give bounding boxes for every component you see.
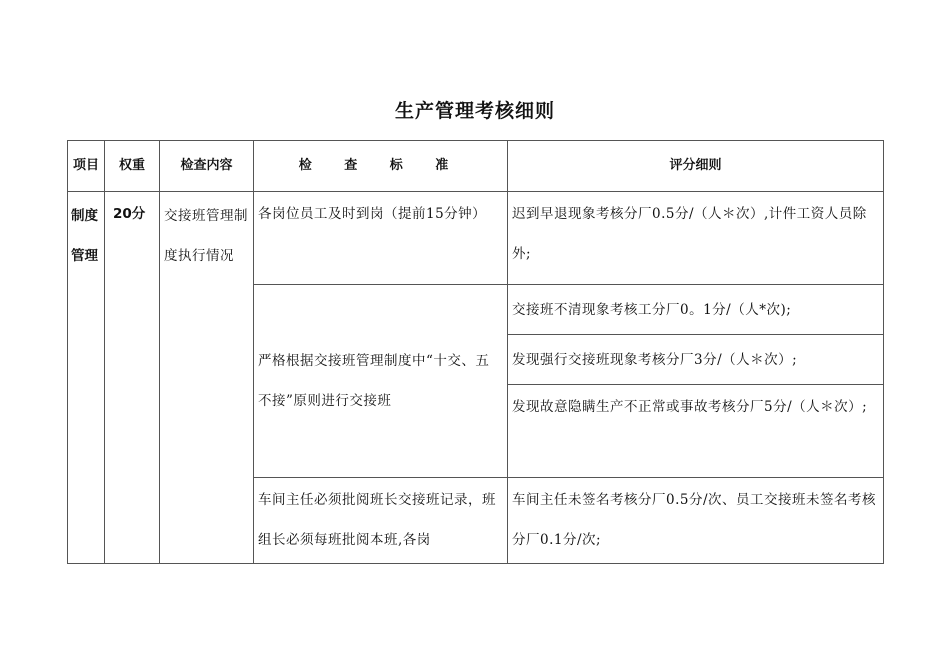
cell-standard: 车间主任必须批阅班长交接班记录，班组长必须每班批阅本班,各岗: [254, 478, 508, 564]
cell-standard: 各岗位员工及时到岗（提前15分钟）: [254, 192, 508, 285]
cell-score: 交接班不清现象考核工分厂0。1分/（人*次);: [508, 285, 884, 335]
header-content: 检查内容: [160, 141, 254, 192]
header-weight: 权重: [105, 141, 160, 192]
table-row: [68, 192, 884, 285]
assessment-table: [67, 140, 884, 564]
cell-score: 发现强行交接班现象考核分厂3分/（人＊次）;: [508, 335, 884, 385]
cell-score: 车间主任未签名考核分厂0.5分/次、员工交接班未签名考核分厂0.1分/次;: [508, 478, 884, 564]
document-title: 生产管理考核细则: [394, 100, 555, 122]
header-standard: 检 查 标 准: [254, 141, 508, 192]
header-scoring: 评分细则: [508, 141, 884, 192]
cell-content: 交接班管理制度执行情况: [160, 192, 254, 564]
cell-weight: 20分: [105, 192, 160, 564]
cell-item: 制度管理: [68, 192, 105, 564]
table-header-row: [68, 141, 884, 192]
header-item: 项目: [68, 141, 105, 192]
cell-score: 发现故意隐瞒生产不正常或事故考核分厂5分/（人＊次）;: [508, 385, 884, 478]
cell-standard: 严格根据交接班管理制度中“十交、五不接”原则进行交接班: [254, 285, 508, 478]
cell-score: 迟到早退现象考核分厂0.5分/（人＊次）,计件工资人员除外;: [508, 192, 884, 285]
